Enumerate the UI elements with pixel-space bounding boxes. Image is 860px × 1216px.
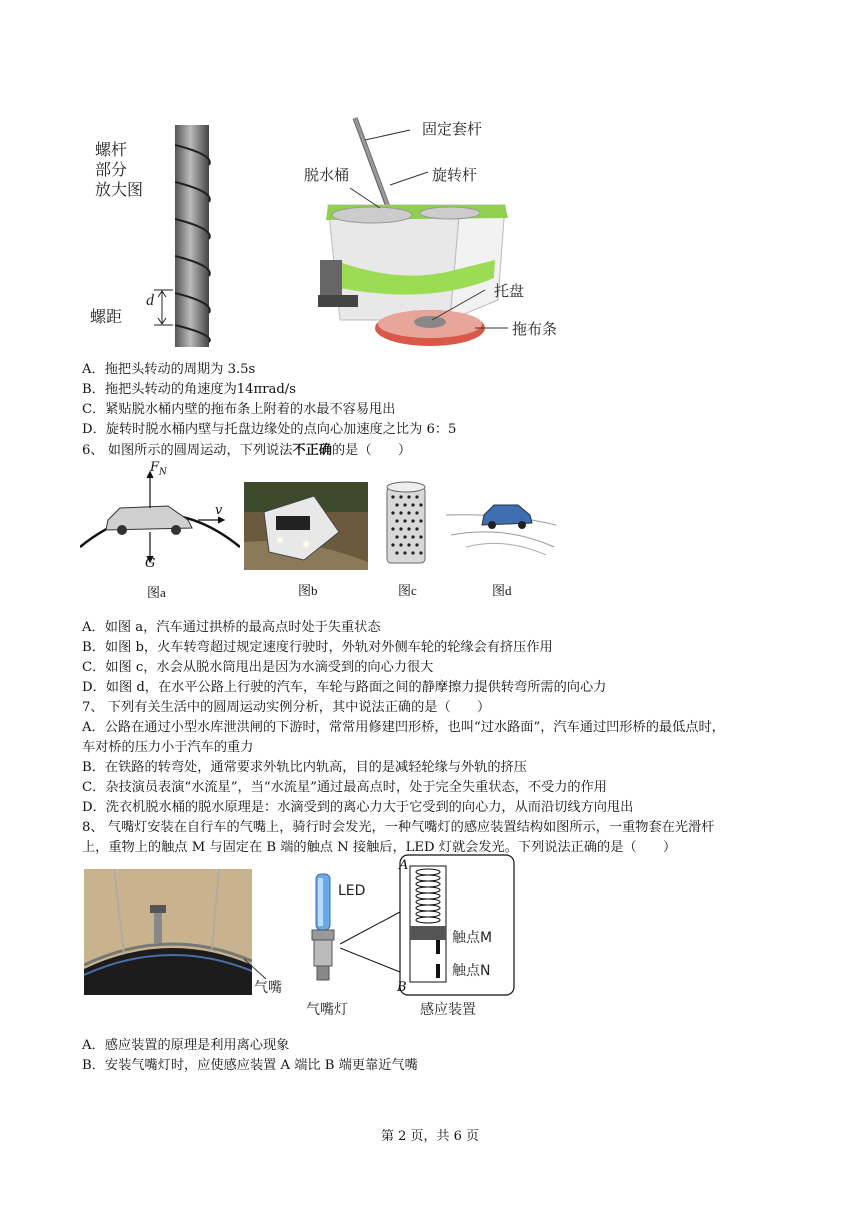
led-label: LED [338, 883, 366, 899]
q5-option-b: B．拖把头转动的角速度为14πrad/s [82, 382, 297, 397]
q7-option-a: A．公路在通过小型水库泄洪闸的下游时，常常用修建凹形桥，也叫“过水路面”，汽车通过凹形桥的最低点时， [82, 720, 725, 735]
q6-option-d: D．如图 d，在水平公路上行驶的汽车，车轮与路面之间的静摩擦力提供转弯所需的向心力 [82, 680, 607, 695]
fig-c-spin-drum [383, 479, 429, 569]
fn-text: F [150, 460, 160, 475]
mop-strip-label: 拖布条 [512, 320, 558, 338]
rotating-rod-label: 旋转杆 [432, 166, 478, 184]
fig-a-g-label: G [145, 556, 156, 571]
q5-option-d: D．旋转时脱水桶内壁与托盘边缘处的点向心加速度之比为 6：5 [82, 422, 457, 437]
q6-stem-suffix: 的是（ ） [331, 443, 412, 458]
sensor-b-label: B [397, 980, 407, 995]
screw-rod-drawing [140, 120, 230, 350]
contact-n-label: 触点N [452, 963, 491, 979]
q7-option-c: C．杂技演员表演“水流星”，当“水流星”通过最高点时，处于完全失重状态，不受力的作用 [82, 780, 607, 795]
caption-fig-b: 图b [298, 583, 318, 598]
fig-d-car-curve [446, 485, 558, 555]
q6-option-b: B．如图 b，火车转弯超过规定速度行驶时，外轨对外侧车轮的轮缘会有挤压作用 [82, 640, 553, 655]
sensor-a-label: A [399, 858, 409, 873]
q7-option-a-cont: 车对桥的压力小于汽车的重力 [82, 740, 254, 755]
caption-fig-d: 图d [492, 583, 512, 598]
fixed-rod-label: 固定套杆 [422, 120, 483, 138]
caption-fig-a: 图a [147, 585, 166, 600]
q6-option-a: A．如图 a，汽车通过拱桥的最高点时处于失重状态 [82, 620, 381, 635]
sensor-device-drawing [340, 852, 520, 1002]
fig-a-fn-label [150, 460, 167, 478]
caption-fig-c: 图c [398, 583, 417, 598]
q7-option-d: D．洗衣机脱水桶的脱水原理是：水滴受到的离心力大于它受到的向心力，从而沿切线方向甩出 [82, 800, 634, 815]
bike-wheel-photo [84, 869, 252, 995]
q6-stem-bold: 不正确 [292, 443, 332, 458]
screw-label-1: 螺杆 [95, 140, 128, 159]
page-footer: 第 2 页，共 6 页 [380, 1129, 480, 1144]
fig-b-train-photo [244, 482, 368, 570]
q6-stem [82, 442, 411, 460]
q6-option-c: C．如图 c，水会从脱水筒甩出是因为水滴受到的向心力很大 [82, 660, 434, 675]
mop-bucket-drawing [310, 110, 570, 350]
q5-option-c: C．紧贴脱水桶内壁的拖布条上附着的水最不容易甩出 [82, 402, 396, 417]
valve-label: 气嘴 [254, 980, 282, 996]
tray-label: 托盘 [494, 282, 525, 300]
fig-a-v-label: v [215, 503, 223, 518]
pitch-label: 螺距 [90, 307, 123, 326]
q8-option-a: A．感应装置的原理是利用离心现象 [82, 1038, 290, 1053]
q8-stem-2: 上，重物上的触点 M 与固定在 B 端的触点 N 接触后，LED 灯就会发光。下列说法正确的是（ ） [82, 840, 677, 855]
fn-sub: N [159, 467, 167, 478]
contact-m-label: 触点M [452, 930, 493, 946]
q5-option-a: A．拖把头转动的周期为 3.5s [82, 362, 256, 377]
q6-stem-prefix: 6、 如图所示的圆周运动，下列说法 [82, 443, 293, 458]
q7-option-b: B．在铁路的转弯处，通常要求外轨比内轨高，目的是减轻轮缘与外轨的挤压 [82, 760, 527, 775]
q8-option-b: B．安装气嘴灯时，应使感应装置 A 端比 B 端更靠近气嘴 [82, 1058, 418, 1073]
q7-stem: 7、 下列有关生活中的圆周运动实例分析，其中说法正确的是（ ） [82, 700, 491, 715]
spin-bucket-label: 脱水桶 [304, 166, 350, 184]
sensor-label: 感应装置 [420, 1002, 476, 1018]
valve-lamp-label: 气嘴灯 [306, 1002, 348, 1018]
screw-label-2: 部分 [95, 160, 128, 179]
screw-label-3: 放大图 [95, 180, 144, 199]
q8-stem-1: 8、 气嘴灯安装在自行车的气嘴上，骑行时会发光，一种气嘴灯的感应装置结构如图所示，一重物套在光滑杆 [82, 820, 715, 835]
d-label: d [146, 292, 154, 309]
